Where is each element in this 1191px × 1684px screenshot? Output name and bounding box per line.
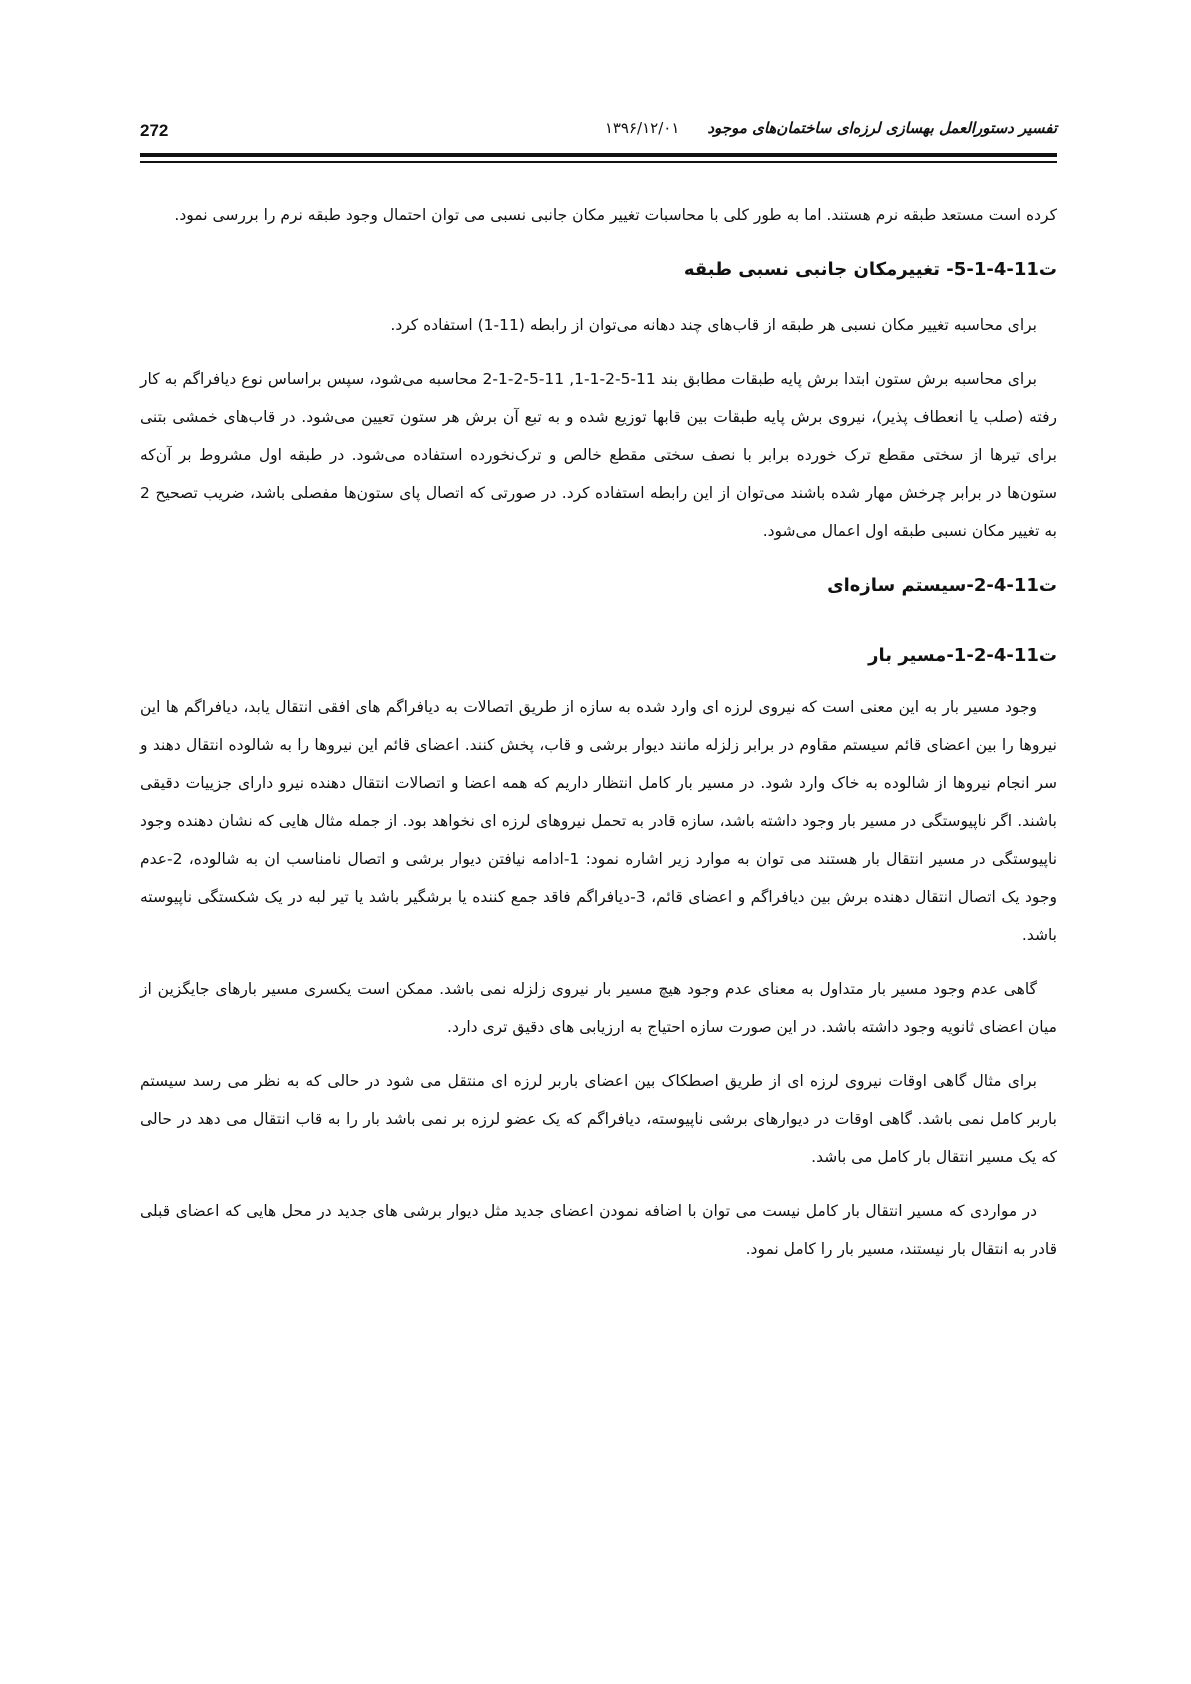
page-number: 272 <box>140 121 169 140</box>
paragraph-completing-path: در مواردی که مسیر انتقال بار کامل نیست می توان با اضافه نمودن اعضای جدید مثل دیوار برشی های جدید در محل هایی که اعضای قبلی قادر به انتقال بار نیستند، مسیر بار را کامل نمود. <box>140 1202 1057 1258</box>
paragraph-friction-example: برای مثال گاهی اوقات نیروی لرزه ای از طریق اصطکاک بین اعضای باربر لرزه ای منتقل می شود در حالی که به نظر می رسد سیستم باربر کامل نمی باشد. گاهی اوقات در دیوارهای برشی ناپیوسته، دیافراگم که یک عضو لرزه بر نمی باشد بار را به قاب انتقال می دهد در حالی که یک مسیر انتقال بار کامل می باشد. <box>140 1072 1057 1166</box>
header-date: ۱۳۹۶/۱۲/۰۱ <box>604 119 680 137</box>
running-header <box>140 117 1057 149</box>
intro-paragraph: کرده است مستعد طبقه نرم هستند. اما به طور کلی با محاسبات تغییر مکان جانبی نسبی می توان احتمال وجود طبقه نرم را بررسی نمود. <box>174 206 1057 224</box>
section-heading-story-drift: ت11-4-1-5- تغییرمکان جانبی نسبی طبقه <box>683 259 1057 280</box>
running-title: تفسیر دستورالعمل بهسازی لرزه‌ای ساختمان‌های موجود <box>707 119 1057 137</box>
paragraph-drift-formula: برای محاسبه تغییر مکان نسبی هر طبقه از قاب‌های چند دهانه می‌توان از رابطه (11-1) استفاده کرد. <box>390 316 1037 334</box>
paragraph-alternate-paths: گاهی عدم وجود مسیر بار متداول به معنای عدم وجود هیچ مسیر بار نیروی زلزله نمی باشد. ممکن است یکسری مسیر بارهای جایگزین از میان اعضای ثانویه وجود داشته باشد. در این صورت سازه احتیاج به ارزیابی های دقیق تری دارد. <box>140 980 1057 1036</box>
section-heading-structural-system: ت11-4-2-سیستم سازه‌ای <box>827 575 1057 596</box>
body-text <box>140 196 1057 1284</box>
section-heading-load-path: ت11-4-2-1-مسیر بار <box>868 645 1057 666</box>
paragraph-load-path-definition: وجود مسیر بار به این معنی است که نیروی لرزه ای وارد شده به سازه از طریق اتصالات به دیافراگم های افقی انتقال یابد، دیافراگم ها این نیروها را بین اعضای قائم سیستم مقاوم در برابر زلزله مانند دیوار برشی و قاب، پخش کنند. اعضای قائم این نیروها را به شالوده انتقال دهند و سر انجام نیروها از شالوده به خاک وارد شود. در مسیر بار کامل انتظار داریم که همه اعضا و اتصالات انتقال دهنده نیرو دارای جزییات دقیقی باشند. اگر ناپیوستگی در مسیر بار وجود داشته باشد، سازه قادر به تحمل نیروهای لرزه ای نخواهد بود. از جمله مثال هایی که نشان دهنده وجود ناپیوستگی در مسیر انتقال بار هستند می توان به موارد زیر اشاره نمود: 1-ادامه نیافتن دیوار برشی و اتصال نامناسب ان به شالوده، 2-عدم وجود یک اتصال انتقال دهنده برش بین دیافراگم و اعضای قائم، 3-دیافراگم فاقد جمع کننده یا برشگیر باشد یا تیر لبه در یک شکستگی ناپیوسته باشد. <box>140 698 1058 944</box>
running-title-line <box>605 119 1057 137</box>
header-rule-thin <box>140 161 1057 163</box>
paragraph-column-shear: برای محاسبه برش ستون ابتدا برش پایه طبقات مطابق بند 11-5-2-1-1, 11-5-2-1-2 محاسبه می‌شود، سپس براساس نوع دیافراگم به کار رفته (صلب یا انعطاف پذیر)، نیروی برش پایه طبقات بین قابها توزیع شده و به تبع آن برش هر ستون تعیین می‌شود. در قاب‌های خمشی بتنی برای تیرها از سختی مقطع ترک خورده برابر با نصف سختی مقطع خالص و ترک‌نخورده استفاده می‌شود. در طبقه اول مشروط بر آن‌که ستون‌ها در برابر چرخش مهار شده باشند می‌توان از این رابطه استفاده کرد. در صورتی که اتصال پای ستون‌ها مفصلی باشد، ضریب تصحیح 2 به تغییر مکان نسبی طبقه اول اعمال می‌شود. <box>140 370 1057 540</box>
header-rule-thick <box>140 153 1057 157</box>
